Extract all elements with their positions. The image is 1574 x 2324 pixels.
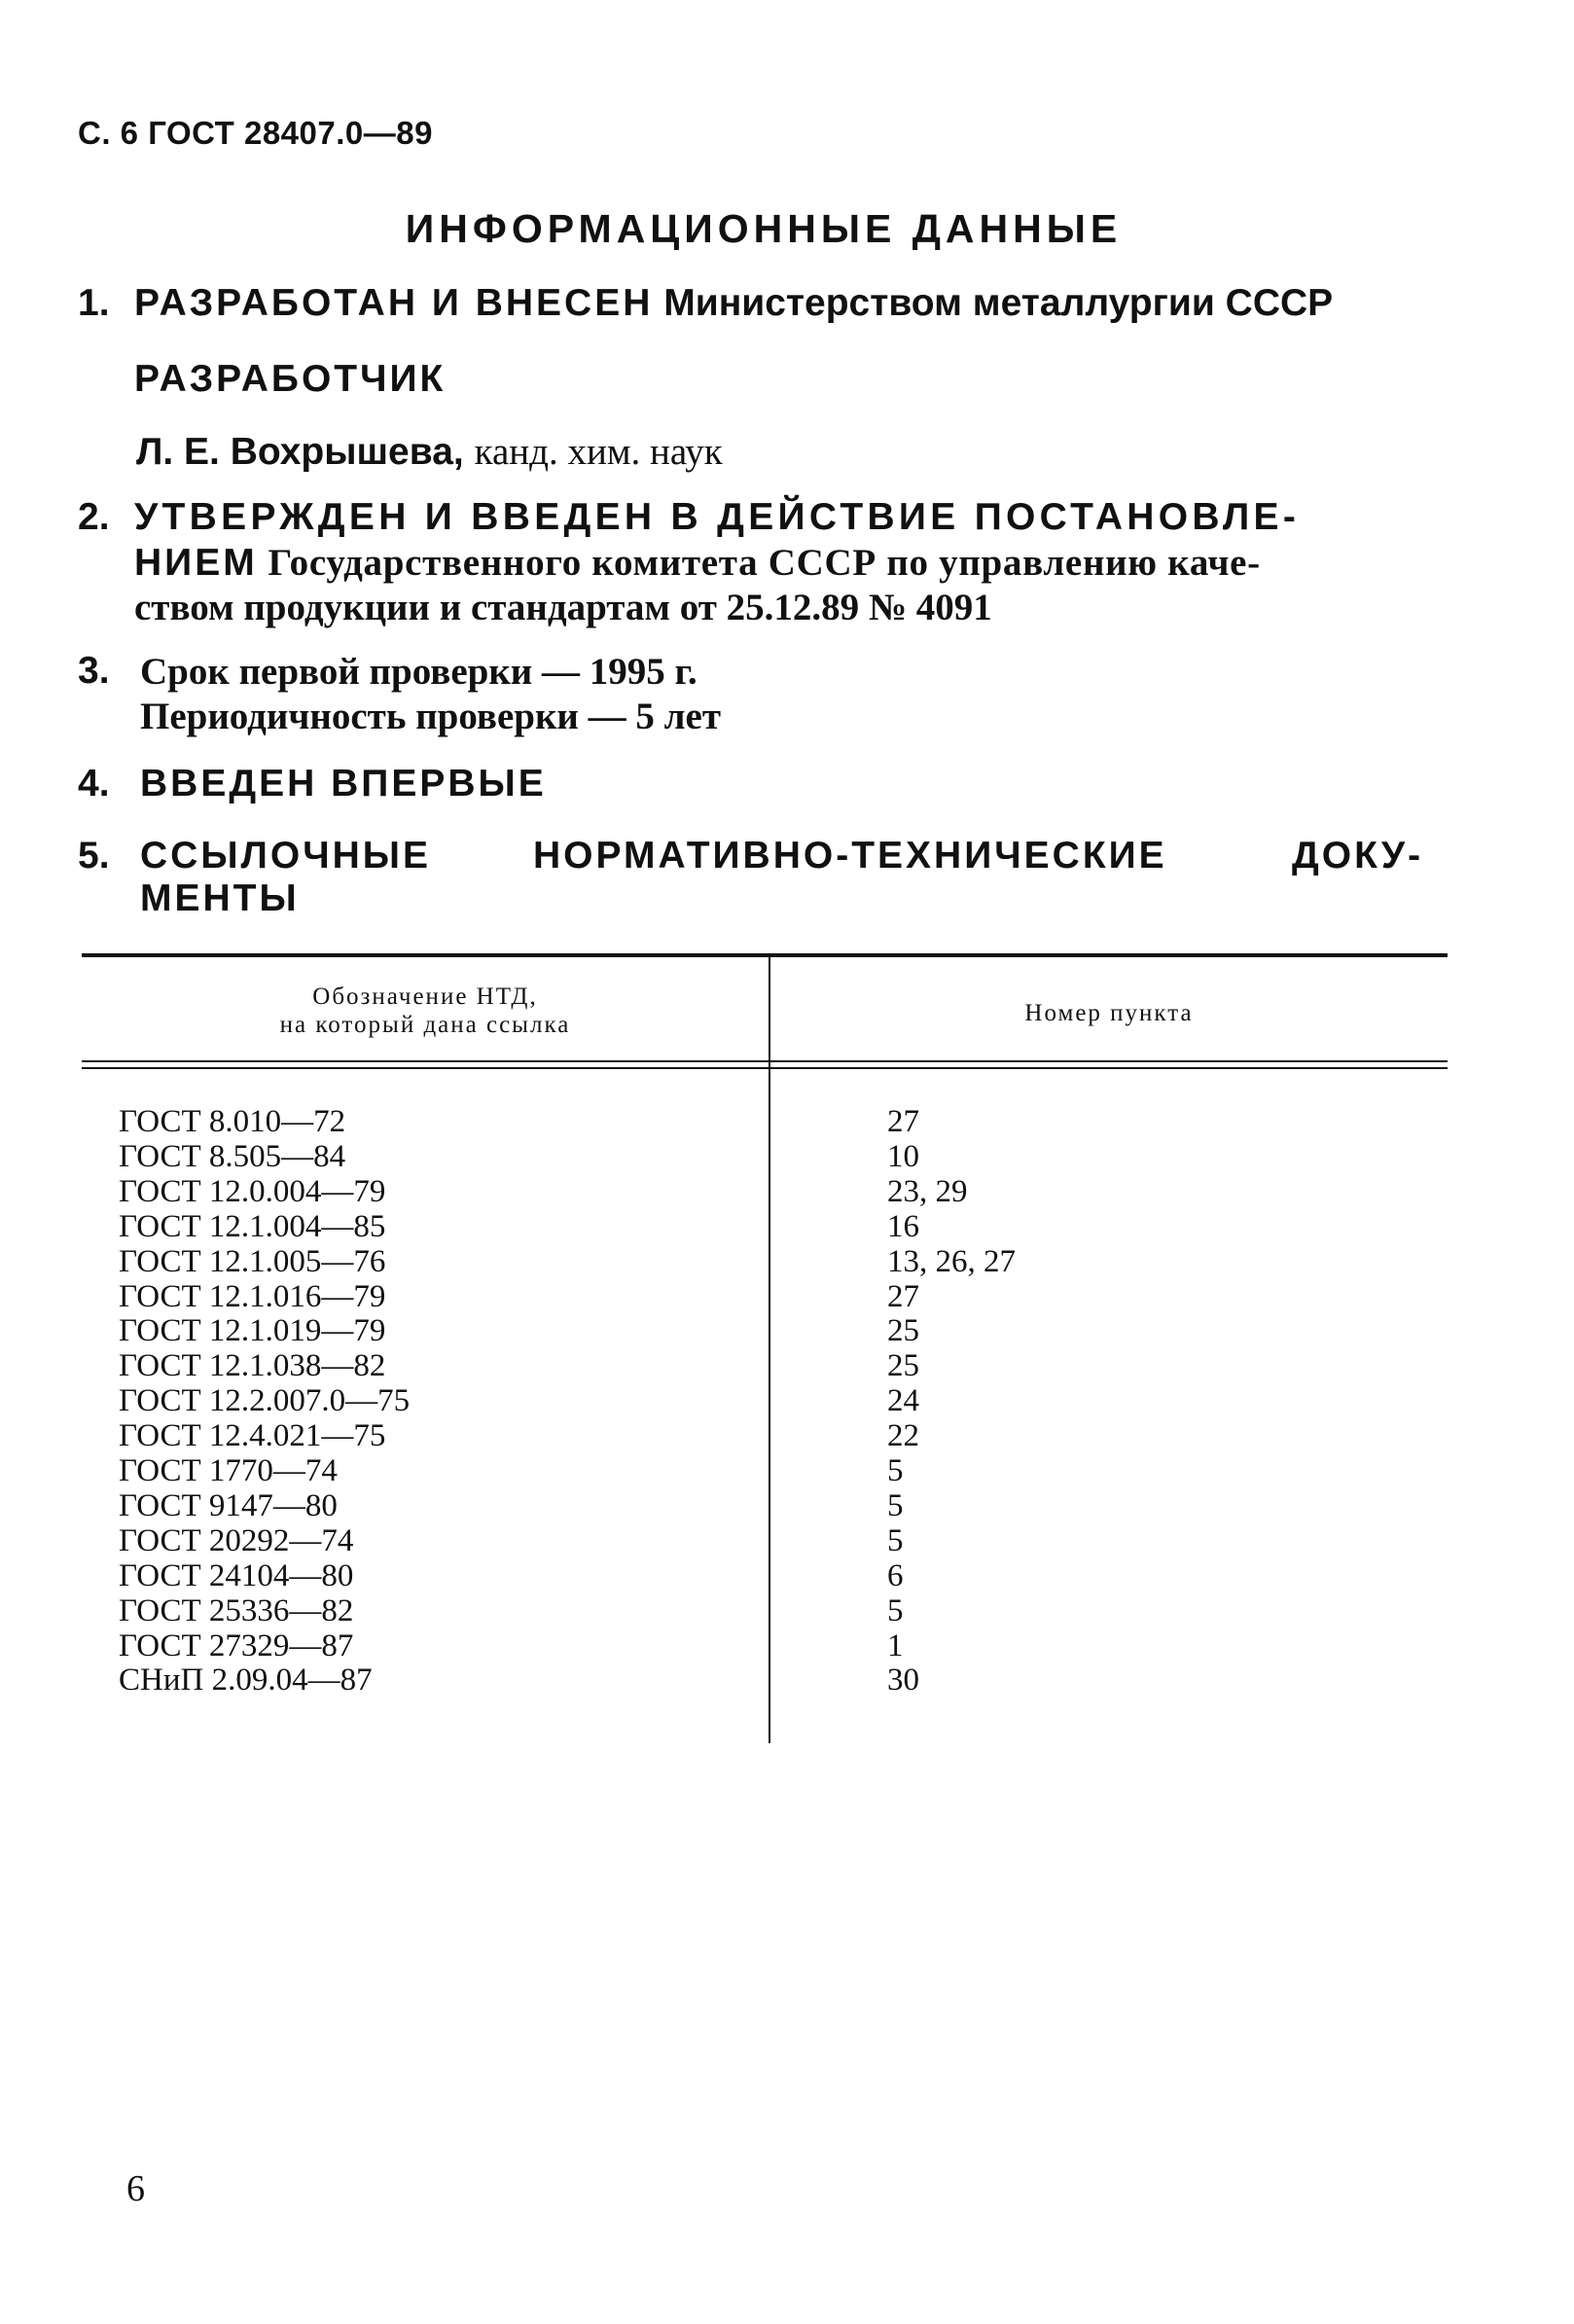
item-5-line-1b: НОРМАТИВНО-ТЕХНИЧЕСКИЕ <box>533 835 1167 876</box>
table-cell-document: ГОСТ 12.1.038—82 <box>119 1348 386 1383</box>
table-cell-clause: 24 <box>887 1383 919 1418</box>
table-cell-document: ГОСТ 12.1.005—76 <box>119 1244 386 1279</box>
table-cell-clause: 13, 26, 27 <box>887 1244 1016 1279</box>
table-cell-document: ГОСТ 12.0.004—79 <box>119 1174 386 1209</box>
table-cell-document: ГОСТ 9147—80 <box>119 1488 338 1523</box>
table-cell-clause: 5 <box>887 1593 904 1628</box>
item-5-line-1a: ССЫЛОЧНЫЕ <box>140 835 431 876</box>
item-2-line-3: ством продукции и стандартам от 25.12.89 № 4091 <box>134 587 992 628</box>
table-cell-clause: 5 <box>887 1488 904 1523</box>
developer-heading: РАЗРАБОТЧИК <box>134 358 447 400</box>
column-header-document: Обозначение НТД, на который дана ссылка <box>279 983 571 1038</box>
table-cell-document: СНиП 2.09.04—87 <box>119 1663 373 1698</box>
item-5-line-1c: ДОКУ- <box>1292 835 1424 876</box>
item-3-line-1: Срок первой проверки — 1995 г. <box>140 651 698 693</box>
table-cell-clause: 6 <box>887 1558 904 1593</box>
item-number: 4. <box>78 763 110 804</box>
item-number: 3. <box>78 650 110 692</box>
table-cell-clause: 27 <box>887 1104 919 1139</box>
item-4-line-1: ВВЕДЕН ВПЕРВЫЕ <box>140 763 547 804</box>
table-cell-clause: 16 <box>887 1209 919 1244</box>
table-cell-document: ГОСТ 12.4.021—75 <box>119 1418 386 1453</box>
table-top-rule <box>82 953 1448 957</box>
table-cell-document: ГОСТ 8.505—84 <box>119 1139 346 1174</box>
table-cell-clause: 25 <box>887 1348 919 1383</box>
table-cell-clause: 30 <box>887 1663 919 1698</box>
header-rule-double <box>82 1067 1448 1069</box>
item-2-line-1: УТВЕРЖДЕН И ВВЕДЕН В ДЕЙСТВИЕ ПОСТАНОВЛЕ- <box>134 496 1301 538</box>
item-number: 2. <box>78 496 110 538</box>
table-cell-document: ГОСТ 20292—74 <box>119 1523 354 1558</box>
table-cell-clause: 23, 29 <box>887 1174 968 1209</box>
table-cell-document: ГОСТ 12.1.019—79 <box>119 1313 386 1348</box>
table-cell-document: ГОСТ 27329—87 <box>119 1628 354 1663</box>
table-cell-document: ГОСТ 12.1.004—85 <box>119 1209 386 1244</box>
header-rule <box>82 1060 1448 1062</box>
table-cell-document: ГОСТ 1770—74 <box>119 1453 338 1488</box>
table-cell-document: ГОСТ 24104—80 <box>119 1558 354 1593</box>
developer-degree: канд. хим. наук <box>474 431 723 473</box>
page-number: 6 <box>126 2168 145 2209</box>
table-cell-document: ГОСТ 25336—82 <box>119 1593 354 1628</box>
table-cell-clause: 10 <box>887 1139 919 1174</box>
table-cell-clause: 1 <box>887 1628 904 1663</box>
running-head: С. 6 ГОСТ 28407.0—89 <box>78 115 433 151</box>
table-cell-clause: 27 <box>887 1279 919 1314</box>
item-number: 1. <box>78 282 110 324</box>
item-5-line-2: МЕНТЫ <box>140 877 300 919</box>
table-cell-clause: 5 <box>887 1453 904 1488</box>
table-cell-document: ГОСТ 8.010—72 <box>119 1104 346 1139</box>
table-cell-clause: 22 <box>887 1418 919 1453</box>
table-cell-document: ГОСТ 12.2.007.0—75 <box>119 1383 411 1418</box>
table-column-divider <box>769 957 770 1743</box>
item-2-line-2-lead: НИЕМ <box>134 542 258 584</box>
table-cell-document: ГОСТ 12.1.016—79 <box>119 1279 386 1314</box>
item-3-line-2: Периодичность проверки — 5 лет <box>140 696 721 737</box>
item-2-line-2-rest: Государственного комитета СССР по управлению каче- <box>268 542 1261 584</box>
item-1-lead: РАЗРАБОТАН И ВНЕСЕН <box>134 282 654 324</box>
table-cell-clause: 5 <box>887 1523 904 1558</box>
column-header-clause: Номер пункта <box>1024 1000 1194 1026</box>
developer-name: Л. Е. Вохрышева, <box>136 431 464 473</box>
item-1-rest: Министерством металлургии СССР <box>663 282 1334 324</box>
page-title: ИНФОРМАЦИОННЫЕ ДАННЫЕ <box>405 206 1123 251</box>
item-number: 5. <box>78 835 110 876</box>
table-cell-clause: 25 <box>887 1313 919 1348</box>
